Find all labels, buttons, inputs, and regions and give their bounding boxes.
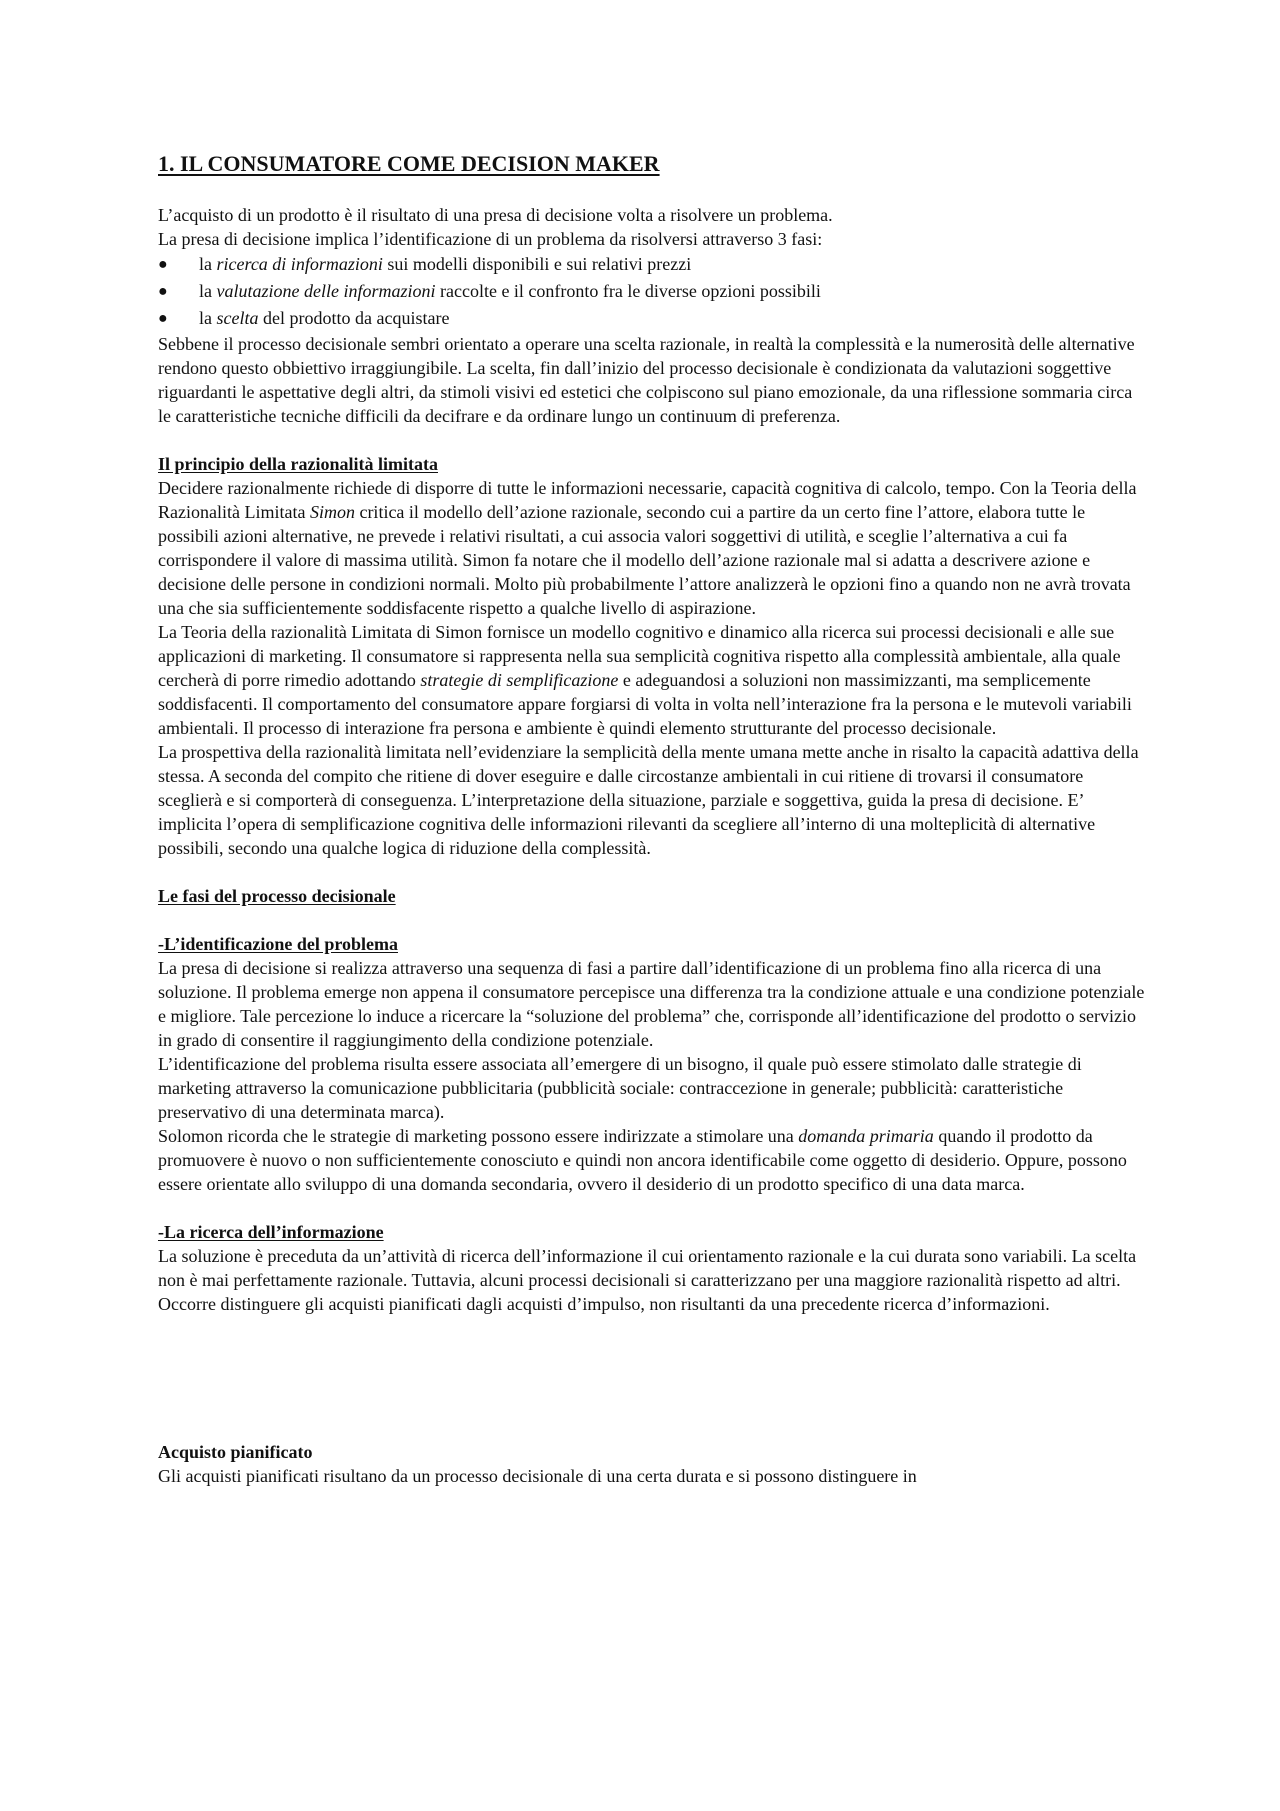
identificazione-paragraph-3: Solomon ricorda che le strategie di marketing possono essere indirizzate a stimolare una domanda primaria quando il prodotto da promuovere è nuovo o non sufficientemente conosciuto e quindi non ancora identificabile come oggetto di desiderio. Oppure, possono essere orientate allo sviluppo di una domanda secondaria, ovvero il desiderio di un prodotto specifico di una data marca. — [158, 1126, 1127, 1194]
identificazione-paragraph-2: L’identificazione del problema risulta essere associata all’emergere di un bisogno, il quale può essere stimolato dalle strategie di marketing attraverso la comunicazione pubblicitaria (pubblicità sociale: contraccezione in generale; pubblicità: caratteristiche preservativo di una determinata marca). — [158, 1054, 1082, 1122]
section-heading-identificazione: -L’identificazione del problema — [158, 934, 398, 954]
ricerca-paragraph-1: La soluzione è preceduta da un’attività di ricerca dell’informazione il cui orientamento razionale e la cui durata sono variabili. La scelta non è mai perfettamente razionale. Tuttavia, alcuni processi decisionali si caratterizzano per una maggiore razionalità rispetto ad altri. Occorre distinguere gli acquisti pianificati dagli acquisti d’impulso, non risultanti da una precedente ricerca d’informazioni. — [158, 1246, 1137, 1314]
section-heading-ricerca: -La ricerca dell’informazione — [158, 1222, 384, 1242]
list-item: ● la valutazione delle informazioni raccolte e il confronto fra le diverse opzioni possibili — [158, 278, 1148, 305]
razionalita-paragraph-1: Decidere razionalmente richiede di disporre di tutte le informazioni necessarie, capacità cognitiva di calcolo, tempo. Con la Teoria della Razionalità Limitata Simon critica il modello dell’azione razionale, secondo cui a partire da un certo fine l’attore, elabora tutte le possibili azioni alternative, ne prevede i relativi risultati, a cui associa valori soggettivi di utilità, e sceglie l’alternativa a cui fa corrispondere il valore di massima utilità. Simon fa notare che il modello dell’azione razionale mal si adatta a descrivere azione e decisione delle persone in condizioni normali. Molto più probabilmente l’attore analizzerà le opzioni fino a quando non ne avrà trovata una che sia sufficientemente soddisfacente rispetto a qualche livello di aspirazione. — [158, 478, 1137, 618]
razionalita-paragraph-2: La Teoria della razionalità Limitata di Simon fornisce un modello cognitivo e dinamico alla ricerca sui processi decisionali e alle sue applicazioni di marketing. Il consumatore si rappresenta nella sua semplicità cognitiva rispetto alla complessità ambientale, alla quale cercherà di porre rimedio adottando strategie di semplificazione e adeguandosi a soluzioni non massimizzanti, ma semplicemente soddisfacenti. Il comportamento del consumatore appare forgiarsi di volta in volta nell’interazione fra la persona e le mutevoli variabili ambientali. Il processo di interazione fra persona e ambiente è quindi elemento strutturante del processo decisionale. — [158, 622, 1132, 738]
intro-paragraph: Sebbene il processo decisionale sembri orientato a operare una scelta razionale, in realtà la complessità e la numerosità delle alternative rendono questo obbiettivo irraggiungibile. La scelta, fin dall’inizio del processo decisionale è condizionata da valutazioni soggettive riguardanti le aspettative degli altri, da stimoli visivi ed estetici che colpiscono sul piano emozionale, da una riflessione sommaria circa le caratteristiche tecniche difficili da decifrare e da ordinare lungo un continuum di preferenza. — [158, 334, 1135, 426]
pianificato-paragraph-1: Gli acquisti pianificati risultano da un processo decisionale di una certa durata e si possono distinguere in — [158, 1466, 917, 1486]
razionalita-paragraph-3: La prospettiva della razionalità limitata nell’evidenziare la semplicità della mente umana mette anche in risalto la capacità adattiva della stessa. A seconda del compito che ritiene di dover eseguire e dalle circostanze ambientali in cui ritiene di trovarsi il consumatore sceglierà e si comporterà di conseguenza. L’interpretazione della situazione, parziale e soggettiva, guida la presa di decisione. E’ implicita l’opera di semplificazione cognitiva delle informazioni rilevanti da scegliere all’interno di una molteplicità di alternative possibili, secondo una qualche logica di riduzione della complessità. — [158, 742, 1139, 858]
bullet-icon: ● — [158, 256, 168, 273]
section-heading-razionalita: Il principio della razionalità limitata — [158, 454, 438, 474]
list-item: ● la ricerca di informazioni sui modelli disponibili e sui relativi prezzi — [158, 251, 1148, 278]
bullet-icon: ● — [158, 310, 168, 327]
section-heading-pianificato: Acquisto pianificato — [158, 1442, 313, 1462]
document-page — [158, 150, 1148, 1488]
section-heading-fasi: Le fasi del processo decisionale — [158, 886, 396, 906]
phases-list — [158, 251, 1148, 332]
identificazione-paragraph-1: La presa di decisione si realizza attraverso una sequenza di fasi a partire dall’identificazione di un problema fino alla ricerca di una soluzione. Il problema emerge non appena il consumatore percepisce una differenza tra la condizione attuale e una condizione potenziale e migliore. Tale percezione lo induce a ricercare la “soluzione del problema” che, corrisponde all’identificazione del prodotto o servizio in grado di consentire il raggiungimento della condizione potenziale. — [158, 958, 1145, 1050]
document-title: 1. IL CONSUMATORE COME DECISION MAKER — [158, 151, 660, 176]
intro-line-1: L’acquisto di un prodotto è il risultato di una presa di decisione volta a risolvere un problema. — [158, 205, 833, 225]
bullet-icon: ● — [158, 283, 168, 300]
intro-line-2: La presa di decisione implica l’identificazione di un problema da risolversi attraverso 3 fasi: — [158, 229, 823, 249]
list-item: ● la scelta del prodotto da acquistare — [158, 305, 1148, 332]
